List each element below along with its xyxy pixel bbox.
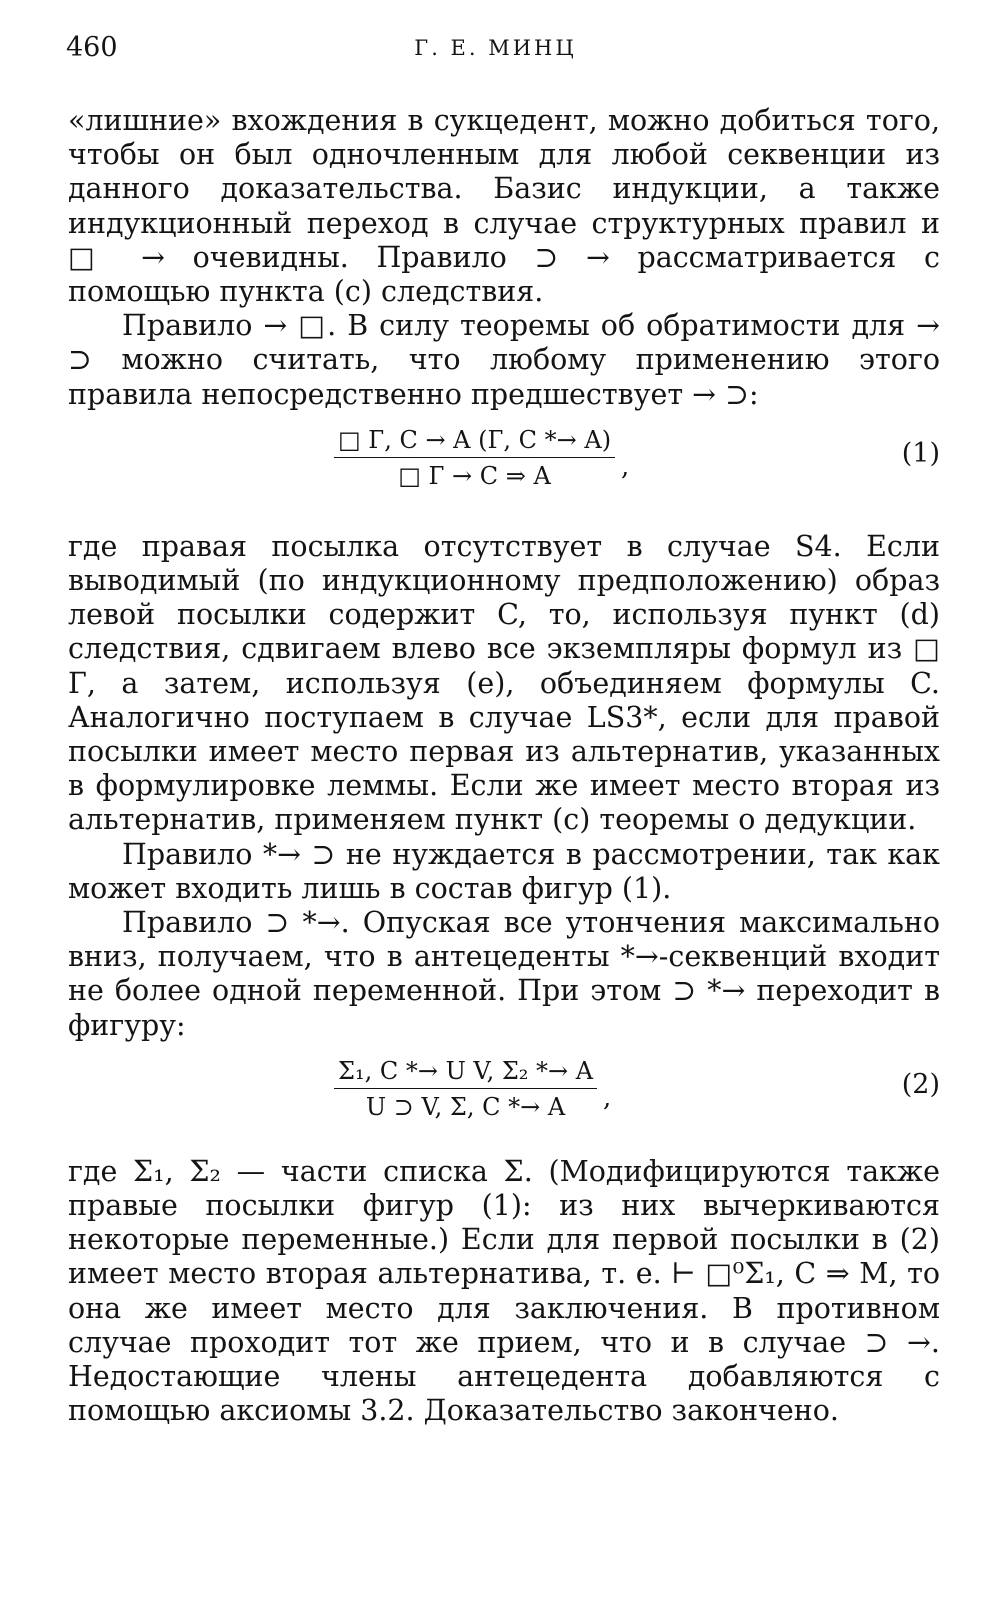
formula-1-fraction (334, 426, 694, 490)
paragraph-3: где правая посылка отсутствует в случае S4. Если выводимый (по индукционному предположению) образ левой посылки содержит C, то, используя пункт (d) следствия, сдвигаем влево все экземпляры формул из □ Г, а затем, используя (е), объединяем формулы C. Аналогично поступаем в случае LS3*, если для правой посылки имеет место первая из альтернатив, указанных в формулировке леммы. Если же имеет место вторая из альтернатив, применяем пункт (с) теоремы о дедукции. (68, 529, 940, 837)
formula-2 (68, 1043, 940, 1155)
page-header (0, 22, 991, 62)
paragraph-2: Правило → □. В силу теоремы об обратимости для → ⊃ можно считать, что любому применению этого правила непосредственно предшествует → ⊃: (68, 309, 940, 411)
paragraph-5: Правило ⊃ *→. Опуская все утончения максимально вниз, получаем, что в антецеденты *→-секвенций входит не более одной переменной. При этом ⊃ *→ переходит в фигуру: (68, 906, 940, 1042)
page-number: 460 (66, 32, 118, 63)
formula-1-denominator: □ Г → C ⇒ A (334, 457, 615, 490)
running-head: Г. Е. МИНЦ (414, 36, 577, 60)
formula-2-denominator: U ⊃ V, Σ, C *→ A (334, 1088, 597, 1121)
paragraph-4: Правило *→ ⊃ не нуждается в рассмотрении, так как может входить лишь в состав фигур (1). (68, 837, 940, 905)
paragraph-1: «лишние» вхождения в сукцедент, можно добиться того, чтобы он был одночленным для любой секвенции из данного доказательства. Базис индукции, а также индукционный переход в случае структурных правил и □ → очевидны. Правило ⊃ → рассматривается с помощью пункта (с) следствия. (68, 104, 940, 309)
paragraph-6: где Σ₁, Σ₂ — части списка Σ. (Модифицируются также правые посылки фигур (1): из них вычеркиваются некоторые переменные.) Если для первой посылки в (2) имеет место вторая альтернатива, т. е. ⊢ □⁰Σ₁, C ⇒ M, то она же имеет место для заключения. В противном случае проходит тот же прием, что и в случае ⊃ →. Недостающие члены антецедента добавляются с помощью аксиомы 3.2. Доказательство закончено. (68, 1154, 940, 1428)
formula-2-numerator: Σ₁, C *→ U V, Σ₂ *→ A (338, 1056, 594, 1085)
formula-2-fraction (334, 1057, 694, 1121)
formula-1 (68, 412, 940, 530)
formula-2-number: (2) (901, 1068, 940, 1100)
page-body (68, 104, 940, 1429)
formula-1-comma: , (621, 451, 630, 482)
formula-1-number: (1) (901, 437, 940, 469)
formula-2-comma: , (603, 1082, 612, 1113)
formula-1-numerator: □ Г, C → A (Г, C *→ A) (338, 425, 612, 454)
